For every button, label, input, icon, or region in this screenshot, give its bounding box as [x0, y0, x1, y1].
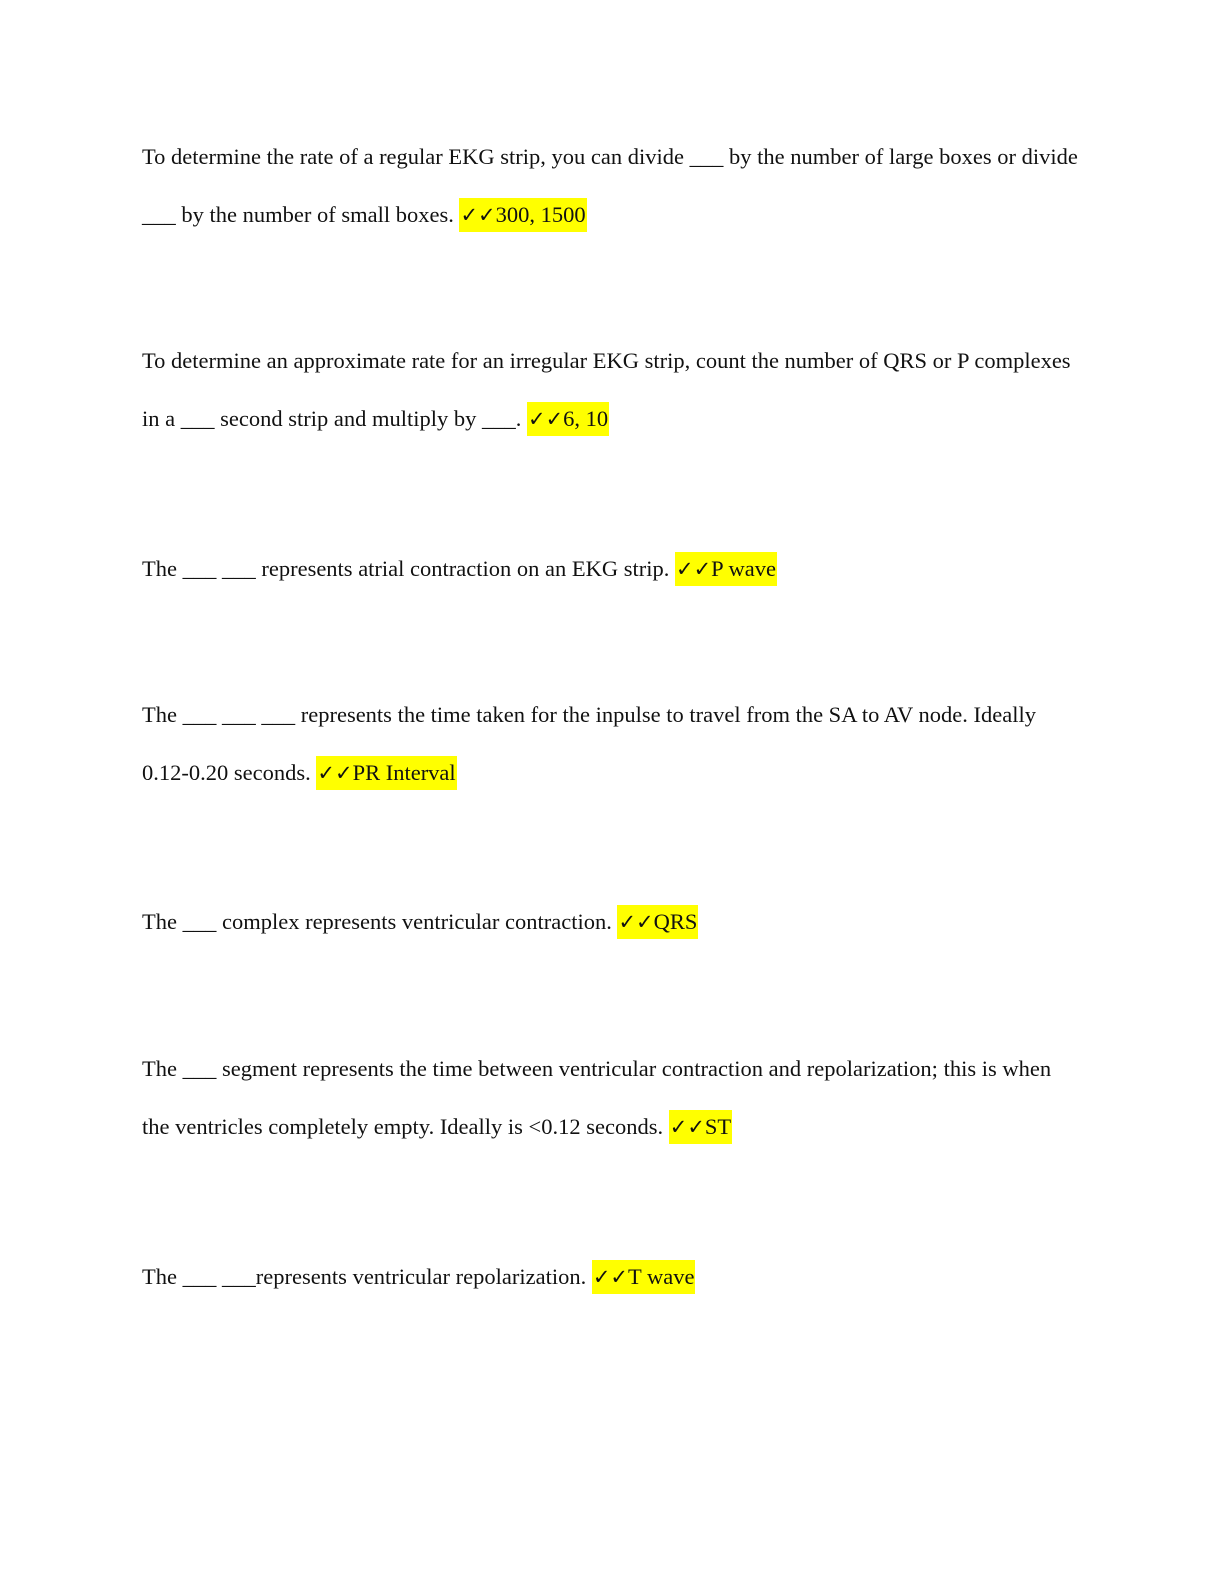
answer-text: ST — [704, 1114, 732, 1139]
answer-text: 6, 10 — [563, 406, 609, 431]
answer-text: PR Interval — [352, 760, 456, 785]
question-text: To determine an approximate rate for an irregular EKG strip, count the number of QRS or P complexes in a ___ second strip and multiply by ___. — [142, 348, 1071, 431]
question-text: The ___ ___represents ventricular repolarization. — [142, 1264, 592, 1289]
question-item — [142, 332, 1082, 448]
answer-text: T wave — [628, 1264, 695, 1289]
question-item — [142, 540, 1082, 598]
answer-highlight — [316, 756, 456, 790]
answer-highlight — [527, 402, 609, 436]
question-item — [142, 128, 1082, 244]
check-icon: ✓✓ — [592, 1265, 629, 1289]
answer-text: 300, 1500 — [495, 202, 586, 227]
answer-highlight — [459, 198, 586, 232]
question-item — [142, 1248, 1082, 1306]
question-item — [142, 893, 1082, 951]
question-text: The ___ complex represents ventricular contraction. — [142, 909, 618, 934]
check-icon: ✓✓ — [618, 910, 654, 934]
question-text: The ___ segment represents the time between ventricular contraction and repolarization; this is when the ventricles completely empty. Ideally is <0.12 seconds. — [142, 1056, 1052, 1139]
check-icon: ✓✓ — [460, 203, 496, 227]
check-icon: ✓✓ — [675, 557, 712, 581]
check-icon: ✓✓ — [527, 407, 564, 431]
answer-highlight — [592, 1260, 696, 1294]
question-item — [142, 686, 1082, 802]
check-icon: ✓✓ — [669, 1115, 705, 1139]
answer-text: P wave — [711, 556, 776, 581]
check-icon: ✓✓ — [317, 761, 353, 785]
question-text: The ___ ___ ___ represents the time taken for the inpulse to travel from the SA to AV node. Ideally 0.12-0.20 seconds. — [142, 702, 1036, 785]
question-text: To determine the rate of a regular EKG strip, you can divide ___ by the number of large boxes or divide ___ by the number of small boxes. — [142, 144, 1078, 227]
question-text: The ___ ___ represents atrial contraction on an EKG strip. — [142, 556, 675, 581]
answer-text: QRS — [653, 909, 698, 934]
answer-highlight — [669, 1110, 732, 1144]
answer-highlight — [617, 905, 698, 939]
question-item — [142, 1040, 1082, 1156]
answer-highlight — [675, 552, 777, 586]
